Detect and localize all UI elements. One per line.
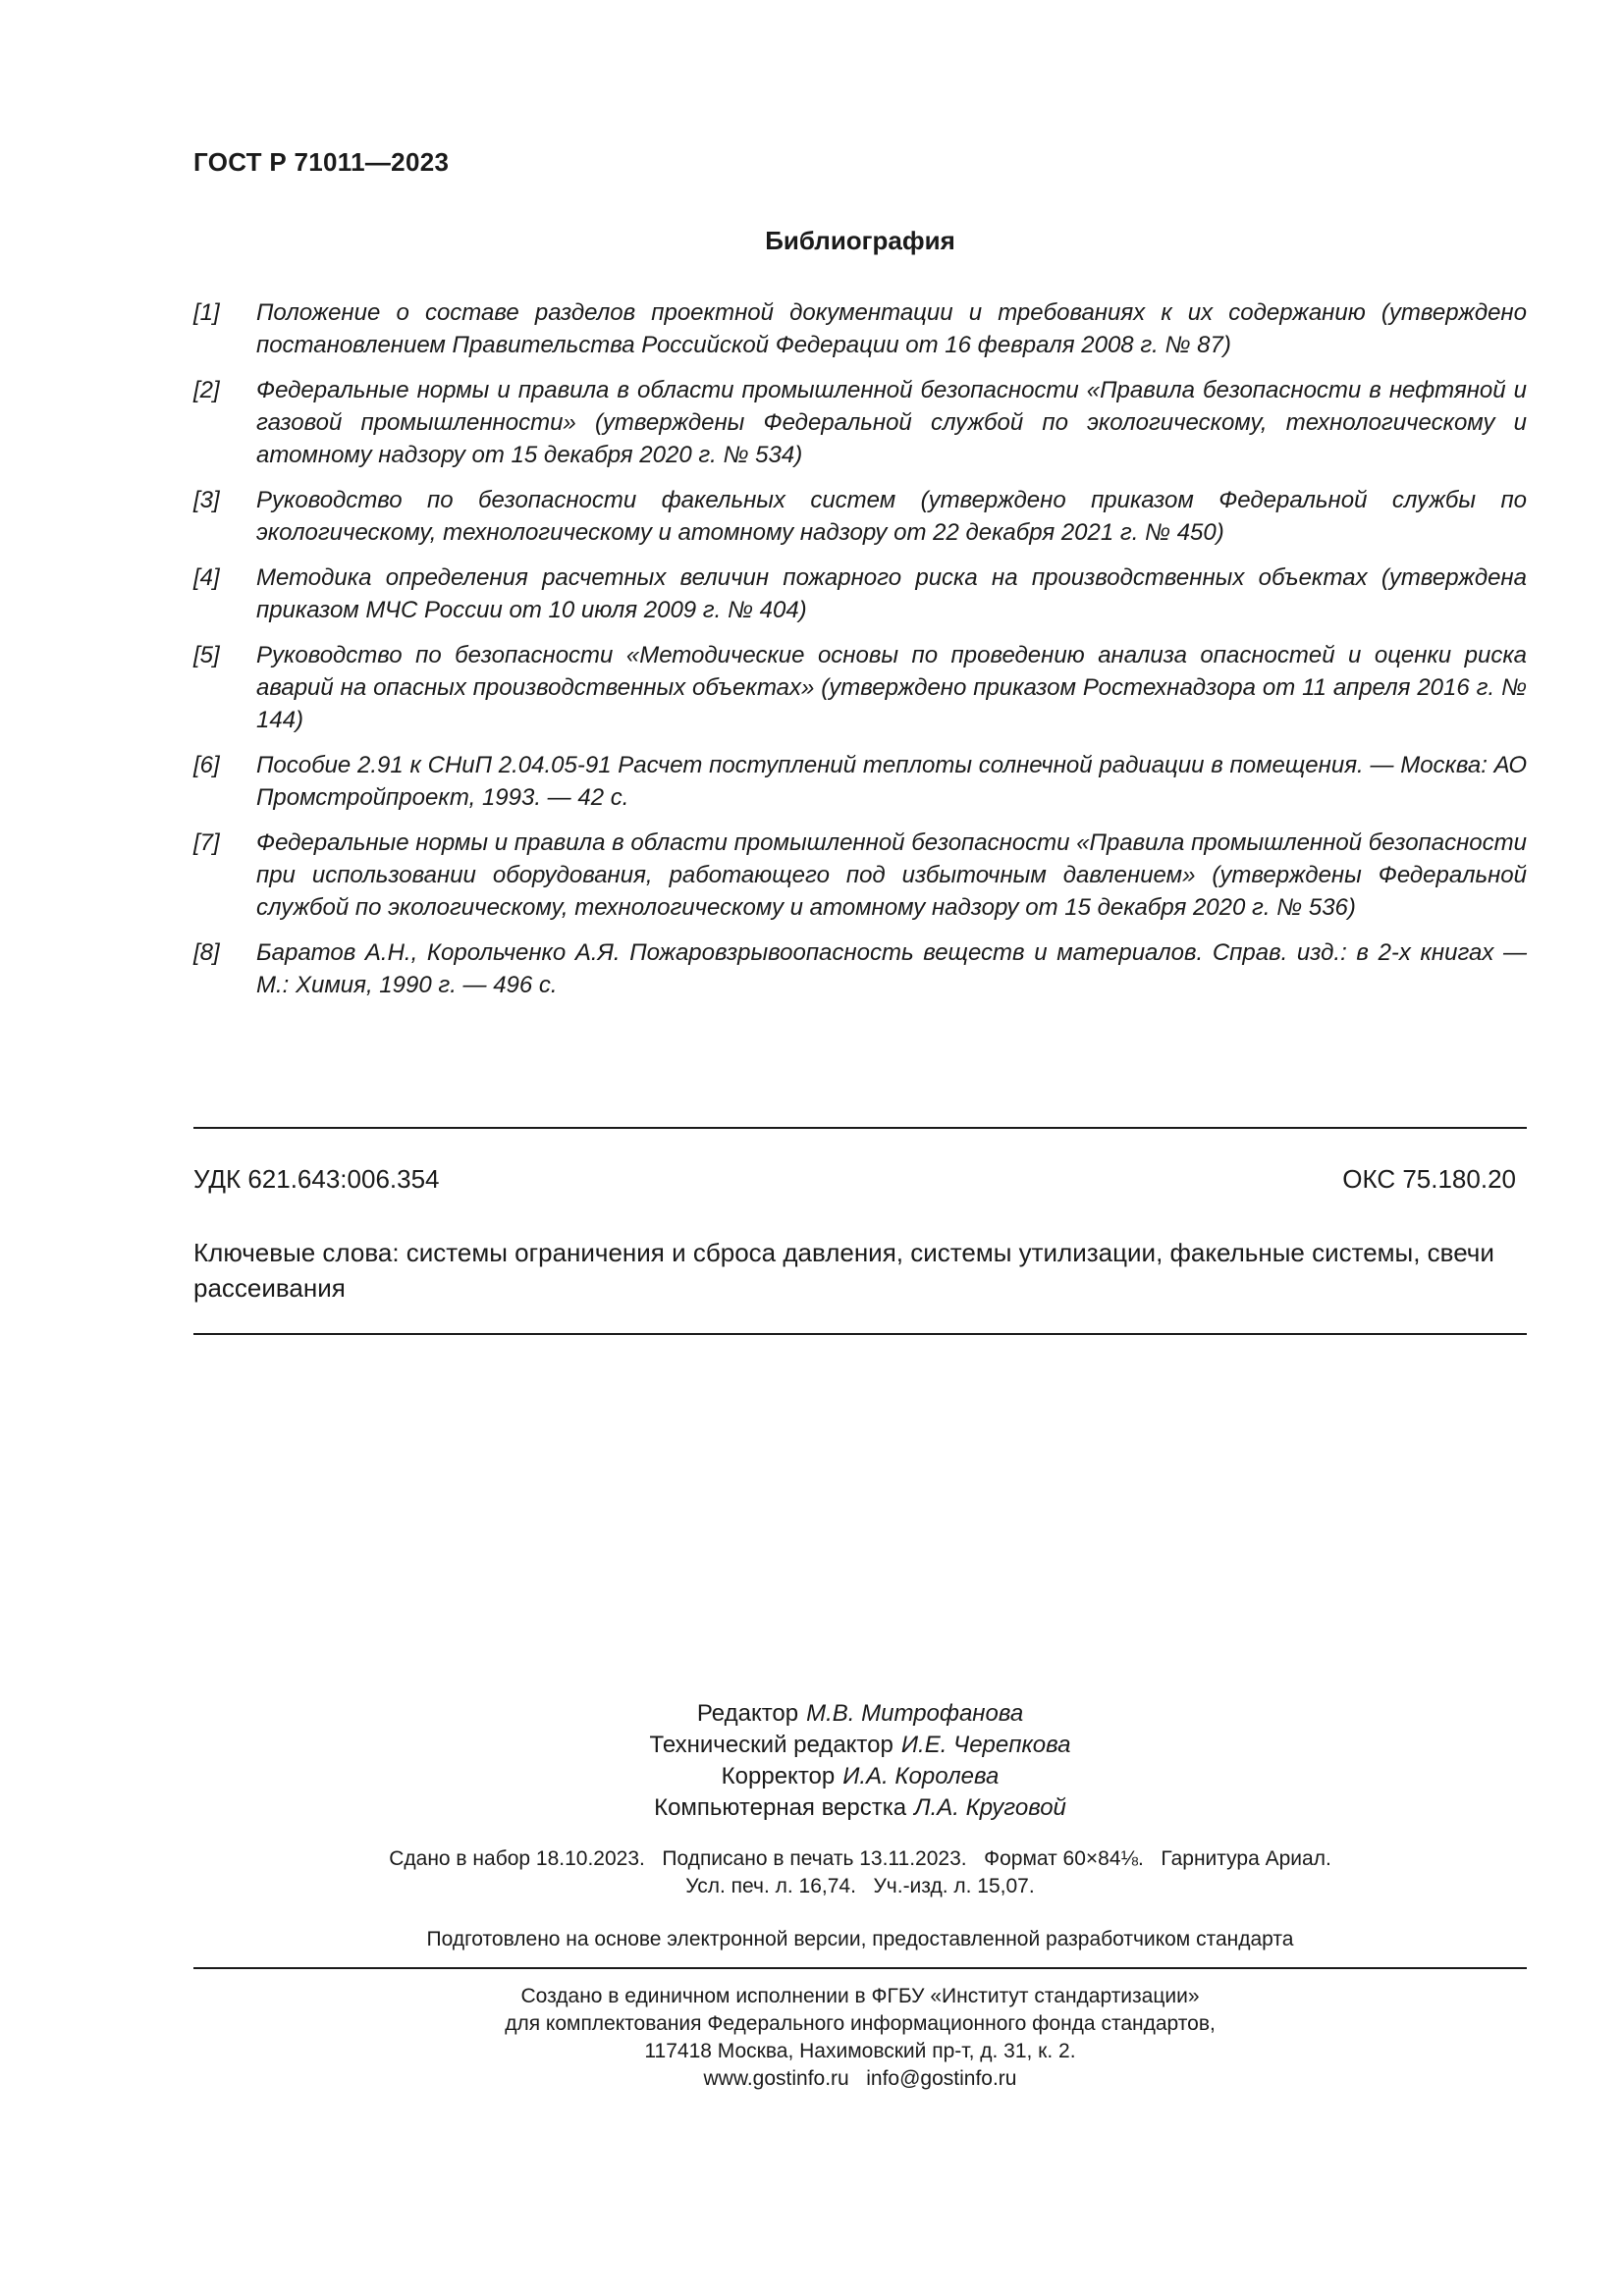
- typeface: Гарнитура Ариал.: [1161, 1847, 1331, 1870]
- signed-date: Подписано в печать 13.11.2023.: [662, 1847, 967, 1870]
- submitted-date: Сдано в набор 18.10.2023.: [389, 1847, 645, 1870]
- keywords: Ключевые слова: системы ограничения и сброса давления, системы утилизации, факельные системы, свечи рассеивания: [193, 1238, 1494, 1303]
- footer-line: 117418 Москва, Нахимовский пр-т, д. 31, к. 2.: [644, 2040, 1076, 2062]
- edition-sheets: Уч.-изд. л. 15,07.: [873, 1875, 1035, 1897]
- credit-role: Компьютерная верстка: [654, 1794, 907, 1821]
- bibliography-item-text: Баратов А.Н., Корольченко А.Я. Пожаровзрывоопасность веществ и материалов. Справ. изд.: в 2-х книгах — М.: Химия, 1990 г. — 496 с.: [256, 939, 1527, 998]
- bibliography-item: [193, 296, 1527, 361]
- bibliography-item: [193, 936, 1527, 1001]
- print-info-line-1: [193, 1845, 1527, 1873]
- bibliography-item-number: [1]: [193, 299, 220, 326]
- print-format: Формат 60×84⅛.: [984, 1847, 1144, 1870]
- bibliography-item-text: Руководство по безопасности «Методические основы по проведению анализа опасностей и оценки риска аварий на опасных производственных объектах» (утверждено приказом Ростехнадзора от 11 апреля 2016 г. № 144): [256, 642, 1527, 733]
- bibliography-item: [193, 484, 1527, 549]
- bibliography-item-text: Методика определения расчетных величин пожарного риска на производственных объектах (утверждена приказом МЧС России от 10 июля 2009 г. № 404): [256, 564, 1527, 623]
- credit-name: И.Е. Черепкова: [900, 1732, 1071, 1758]
- footer-contacts: [193, 2065, 1527, 2093]
- credit-name: И.А. Королева: [842, 1763, 1000, 1789]
- print-sheets: Усл. печ. л. 16,74.: [685, 1875, 856, 1897]
- bibliography-item-number: [4]: [193, 564, 220, 591]
- publisher-footer: [193, 1983, 1527, 2093]
- credit-line: [193, 1792, 1527, 1824]
- footer-line: для комплектования Федерального информационного фонда стандартов,: [505, 2012, 1216, 2035]
- divider: [193, 1967, 1527, 1969]
- print-info-line-2: [193, 1873, 1527, 1900]
- bibliography-title: Библиография: [765, 226, 955, 255]
- bibliography-item-text: Федеральные нормы и правила в области промышленной безопасности «Правила безопасности в нефтяной и газовой промышленности» (утверждены Федеральной службой по экологическому, технологическому и атомному надзору от 15 декабря 2020 г. № 534): [256, 377, 1527, 468]
- bibliography-item-number: [2]: [193, 377, 220, 403]
- bibliography-item: [193, 639, 1527, 736]
- credit-line: [193, 1761, 1527, 1792]
- bibliography-item-text: Положение о составе разделов проектной документации и требованиях к их содержанию (утверждено постановлением Правительства Российской Федерации от 16 февраля 2008 г. № 87): [256, 299, 1527, 358]
- bibliography-item-number: [6]: [193, 752, 220, 778]
- footer-line: Создано в единичном исполнении в ФГБУ «Институт стандартизации»: [520, 1985, 1200, 2007]
- standard-id: ГОСТ Р 71011—2023: [193, 147, 450, 177]
- credit-role: Технический редактор: [649, 1732, 893, 1758]
- udk-code: УДК 621.643:006.354: [193, 1164, 440, 1194]
- credits-block: [193, 1698, 1527, 1824]
- prepared-note: Подготовлено на основе электронной версии, предоставленной разработчиком стандарта: [426, 1928, 1294, 1950]
- credit-name: Л.А. Круговой: [914, 1794, 1066, 1821]
- bibliography-item-number: [7]: [193, 829, 220, 856]
- bibliography-item-number: [8]: [193, 939, 220, 966]
- oks-code: ОКС 75.180.20: [1342, 1164, 1516, 1194]
- bibliography-item: [193, 374, 1527, 471]
- credit-role: Редактор: [696, 1700, 799, 1727]
- credit-name: М.В. Митрофанова: [806, 1700, 1024, 1727]
- bibliography-item: [193, 749, 1527, 814]
- bibliography-item-text: Федеральные нормы и правила в области промышленной безопасности «Правила промышленной безопасности при использовании оборудования, работающего под избыточным давлением» (утверждены Федеральной службой по экологическому, технологическому и атомному надзору от 15 декабря 2020 г. № 536): [256, 829, 1527, 921]
- credit-line: [193, 1698, 1527, 1730]
- bibliography-item: [193, 827, 1527, 924]
- credit-line: [193, 1730, 1527, 1761]
- print-info: [193, 1845, 1527, 1900]
- bibliography-item-text: Пособие 2.91 к СНиП 2.04.05-91 Расчет поступлений теплоты солнечной радиации в помещения. — Москва: АО Промстройпроект, 1993. — 42 с.: [256, 752, 1527, 811]
- bibliography-list: [193, 296, 1527, 1014]
- bibliography-item: [193, 561, 1527, 626]
- bibliography-item-number: [5]: [193, 642, 220, 668]
- divider: [193, 1333, 1527, 1335]
- credit-role: Корректор: [721, 1763, 836, 1789]
- bibliography-item-number: [3]: [193, 487, 220, 513]
- email-link[interactable]: info@gostinfo.ru: [866, 2067, 1017, 2090]
- divider: [193, 1127, 1527, 1129]
- website-link[interactable]: www.gostinfo.ru: [703, 2067, 849, 2090]
- bibliography-item-text: Руководство по безопасности факельных систем (утверждено приказом Федеральной службы по экологическому, технологическому и атомному надзору от 22 декабря 2021 г. № 450): [256, 487, 1527, 546]
